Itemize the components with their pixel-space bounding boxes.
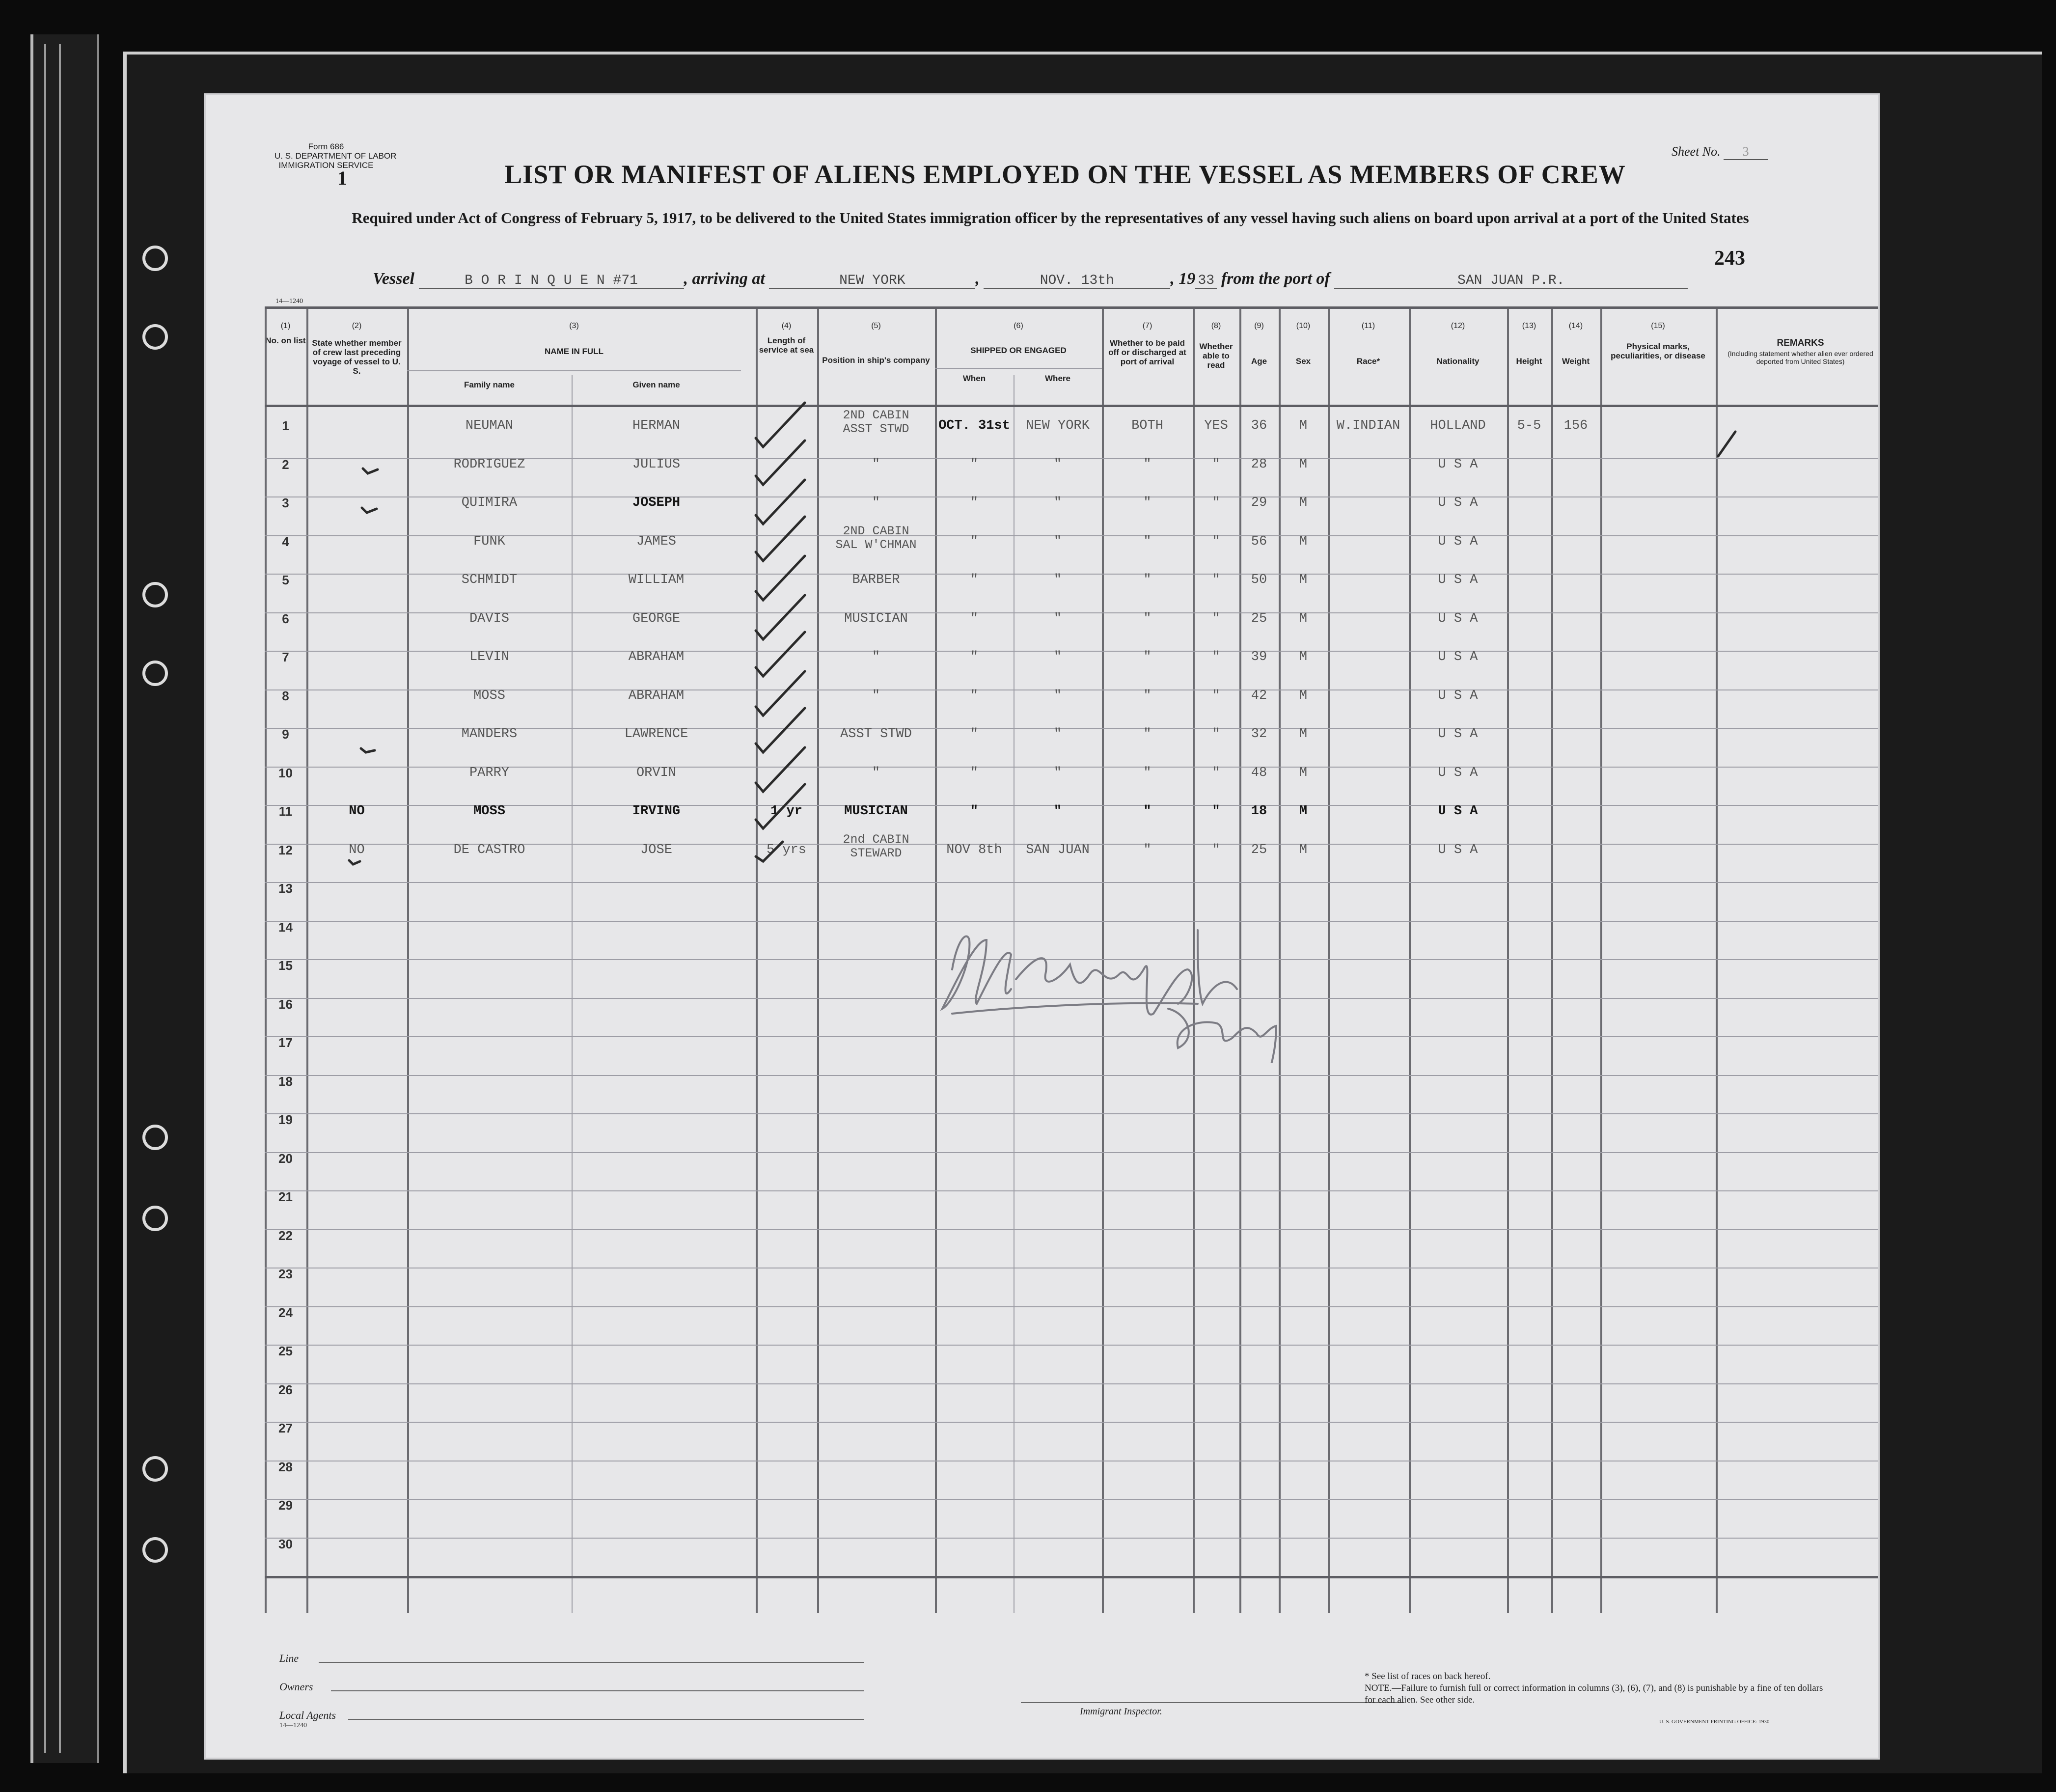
row-number: 17: [278, 1035, 293, 1050]
cell-nationality: U S A: [1438, 611, 1478, 626]
col-header-physical-marks: Physical marks, peculiarities, or disease: [1611, 342, 1705, 360]
cell-where: ": [1053, 496, 1062, 510]
col-num-10: (10): [1296, 322, 1311, 330]
row-rule: [265, 1306, 1880, 1307]
cell-age: 48: [1251, 765, 1267, 780]
cell-sex: M: [1299, 727, 1308, 742]
row-number: 12: [278, 842, 293, 857]
cell-family: SCHMIDT: [461, 573, 518, 587]
stamp-number: 243: [1714, 247, 1745, 270]
cell-position: 2nd CABIN STEWARD: [843, 832, 909, 860]
cell-when: ": [970, 573, 979, 587]
row-number: 26: [278, 1382, 293, 1397]
cell-family: DE CASTRO: [453, 842, 525, 857]
row-number: 11: [278, 804, 293, 819]
row-number: 27: [278, 1421, 293, 1435]
cell-read: ": [1212, 496, 1220, 510]
cell-when: ": [970, 765, 979, 780]
check-mark: [756, 403, 805, 447]
row-rule: [265, 1538, 1880, 1539]
sheet-number: [1672, 144, 1768, 160]
cell-position: 2ND CABIN ASST STWD: [843, 408, 909, 436]
arrival-date: NOV. 13th: [984, 273, 1170, 289]
col-header-length-service: Length of service at sea: [759, 336, 814, 355]
cell-sex: M: [1299, 611, 1308, 626]
row-number: 8: [282, 688, 289, 703]
form-number: Form 686: [308, 142, 344, 151]
cell-nationality: U S A: [1438, 842, 1478, 857]
cell-sex: M: [1299, 688, 1308, 703]
col-header-previous-voyage: State whether member of crew last preceding voyage of vessel to U. S.: [312, 338, 402, 376]
from-label: from the port of: [1221, 270, 1330, 288]
penalty-note: NOTE.—Failure to furnish full or correct information in columns (3), (6), (7), and (8) is punishable by a fine of ten dollars for each alien. See other side.: [1365, 1683, 1823, 1705]
cell-age: 56: [1251, 534, 1267, 549]
department: U. S. DEPARTMENT OF LABOR: [274, 151, 397, 161]
small-code: 14—1240: [275, 298, 303, 305]
cell-paid: BOTH: [1131, 418, 1163, 433]
cell-paid: ": [1143, 611, 1151, 626]
arriving-label: , arriving at: [684, 270, 765, 288]
cell-position: ": [872, 457, 880, 472]
cell-nationality: U S A: [1438, 496, 1478, 510]
col-num-8: (8): [1211, 322, 1221, 330]
agents-code: 14—1240: [279, 1722, 307, 1729]
cell-nationality: U S A: [1438, 688, 1478, 703]
cell-where: NEW YORK: [1026, 418, 1090, 433]
row-number: 3: [282, 496, 289, 510]
cell-when: ": [970, 496, 979, 510]
manifest-sheet: [204, 93, 1880, 1760]
row-rule: [265, 1190, 1880, 1191]
line-label: Line: [279, 1652, 299, 1664]
from-port: SAN JUAN P.R.: [1334, 273, 1688, 289]
sheet-value: 3: [1724, 144, 1768, 160]
cell-when: ": [970, 457, 979, 472]
arriving-port: NEW YORK: [769, 273, 975, 289]
cell-nationality: U S A: [1438, 804, 1478, 819]
cell-read: ": [1212, 534, 1220, 549]
row-number: 23: [278, 1267, 293, 1281]
cell-family: RODRIGUEZ: [453, 457, 525, 472]
row-rule: [265, 1113, 1880, 1114]
col-num-11: (11): [1361, 322, 1375, 330]
col-num-6: (6): [1014, 322, 1023, 330]
col-header-no: No. on list: [265, 336, 306, 345]
cell-nationality: U S A: [1438, 534, 1478, 549]
cell-family: MOSS: [473, 688, 505, 703]
punch-hole: [142, 661, 168, 686]
cell-read: ": [1212, 727, 1220, 742]
cell-paid: ": [1143, 534, 1151, 549]
cell-where: ": [1053, 804, 1062, 819]
cell-nationality: U S A: [1438, 457, 1478, 472]
row-number: 29: [278, 1498, 293, 1513]
row-rule: [265, 1499, 1880, 1500]
cell-sex: M: [1299, 804, 1308, 819]
cell-given: ABRAHAM: [628, 688, 685, 703]
page-subtitle: Required under Act of Congress of February 5, 1917, to be delivered to the United States immigration officer by the representatives of any vessel having such aliens on board upon arrival at a port of the United States: [352, 209, 1749, 226]
col-num-7: (7): [1142, 322, 1152, 330]
cell-age: 32: [1251, 727, 1267, 742]
year-suffix: 33: [1195, 273, 1217, 289]
form-info: [274, 142, 397, 170]
punch-hole: [142, 582, 168, 607]
sheet-label: Sheet No.: [1672, 144, 1721, 159]
cell-given: HERMAN: [632, 418, 681, 433]
col-header-shipped: SHIPPED OR ENGAGED: [970, 346, 1067, 355]
cell-sex: M: [1299, 534, 1308, 549]
cell-position: MUSICIAN: [844, 611, 908, 626]
cell-when: ": [970, 804, 979, 819]
service: IMMIGRATION SERVICE: [278, 161, 374, 170]
cell-given: IRVING: [632, 804, 681, 819]
cell-where: ": [1053, 765, 1062, 780]
col-header-race: Race*: [1356, 357, 1380, 366]
cell-where: ": [1053, 457, 1062, 472]
cell-when: NOV 8th: [946, 842, 1002, 857]
cell-read: YES: [1204, 418, 1228, 433]
col-num-12: (12): [1451, 322, 1465, 330]
cell-paid: ": [1143, 727, 1151, 742]
cell-when: ": [970, 727, 979, 742]
cell-given: LAWRENCE: [624, 727, 688, 742]
cell-paid: ": [1143, 804, 1151, 819]
cell-given: JAMES: [636, 534, 676, 549]
cell-prev: NO: [349, 804, 365, 819]
col-header-remarks: REMARKS: [1777, 338, 1824, 348]
cell-given: JOSEPH: [632, 496, 681, 510]
cell-age: 50: [1251, 573, 1267, 587]
cell-where: SAN JUAN: [1026, 842, 1090, 857]
cell-family: NEUMAN: [465, 418, 514, 433]
vessel-name: B O R I N Q U E N #71: [419, 273, 684, 289]
cell-sex: M: [1299, 496, 1308, 510]
cell-paid: ": [1143, 573, 1151, 587]
header-rule: [407, 370, 741, 371]
col-num-9: (9): [1254, 322, 1264, 330]
cell-paid: ": [1143, 688, 1151, 703]
cell-sex: M: [1299, 650, 1308, 664]
row-number: 13: [278, 881, 293, 896]
row-number: 6: [282, 611, 289, 626]
punch-hole: [142, 1456, 168, 1482]
cell-age: 28: [1251, 457, 1267, 472]
agents-rule: [348, 1719, 864, 1720]
cell-given: ORVIN: [636, 765, 676, 780]
inspector-label: Immigrant Inspector.: [1080, 1706, 1162, 1717]
printing-office: U. S. GOVERNMENT PRINTING OFFICE: 1930: [1659, 1719, 1770, 1725]
col-num-4: (4): [781, 322, 792, 330]
row-rule: [265, 1576, 1880, 1578]
cell-paid: ": [1143, 842, 1151, 857]
row-number: 25: [278, 1344, 293, 1358]
cell-age: 39: [1251, 650, 1267, 664]
cell-read: ": [1212, 804, 1220, 819]
cell-where: ": [1053, 611, 1062, 626]
vessel-line: Vessel B O R I N Q U E N #71 , arriving at NEW YORK , NOV. 13th , 19 33 from the port of SAN JUAN P.R.: [373, 270, 1688, 289]
row-rule: [265, 1383, 1880, 1384]
row-number: 1: [282, 418, 289, 433]
col-header-age: Age: [1251, 357, 1267, 366]
races-note: * See list of races on back hereof.: [1365, 1671, 1491, 1682]
cell-family: DAVIS: [469, 611, 509, 626]
col-num-15: (15): [1651, 322, 1665, 330]
cell-read: ": [1212, 650, 1220, 664]
row-number: 21: [278, 1189, 293, 1204]
cell-service: 5 yrs: [766, 842, 806, 857]
cell-age: 29: [1251, 496, 1267, 510]
cell-read: ": [1212, 611, 1220, 626]
cell-position: 2ND CABIN SAL W'CHMAN: [835, 524, 917, 552]
row-number: 18: [278, 1074, 293, 1089]
page-mark: 1: [337, 167, 347, 189]
year-prefix: 19: [1179, 270, 1196, 288]
cell-sex: M: [1299, 765, 1308, 780]
cell-family: QUIMIRA: [461, 496, 518, 510]
cell-position: ": [872, 688, 880, 703]
col-num-5: (5): [871, 322, 881, 330]
header-rule: [265, 306, 1880, 309]
punch-hole: [142, 246, 168, 271]
inspector-rule: [1021, 1702, 1404, 1703]
owners-rule: [331, 1690, 864, 1691]
column-rule: [572, 375, 573, 1613]
cell-where: ": [1053, 573, 1062, 587]
binder-rail: [59, 44, 61, 1753]
line-rule: [319, 1662, 864, 1663]
cell-service: 1 yr: [770, 804, 802, 819]
col-header-able-read: Whether able to read: [1199, 342, 1233, 370]
cell-given: ABRAHAM: [628, 650, 685, 664]
col-num-14: (14): [1568, 322, 1583, 330]
cell-read: ": [1212, 688, 1220, 703]
row-rule: [265, 1152, 1880, 1153]
col-header-name: NAME IN FULL: [545, 347, 603, 356]
binder-rail: [44, 44, 46, 1753]
cell-where: ": [1053, 688, 1062, 703]
cell-given: JOSE: [640, 842, 672, 857]
cell-family: MOSS: [473, 804, 505, 819]
cell-when: ": [970, 650, 979, 664]
agents-label: Local Agents: [279, 1709, 336, 1721]
cell-given: GEORGE: [632, 611, 681, 626]
cell-read: ": [1212, 765, 1220, 780]
cell-height: 5-5: [1517, 418, 1541, 433]
cell-age: 36: [1251, 418, 1267, 433]
cell-position: MUSICIAN: [844, 804, 908, 819]
inspector-signature: [923, 910, 1463, 1063]
col-header-paid-off: Whether to be paid off or discharged at port of arrival: [1108, 338, 1186, 366]
cell-when: OCT. 31st: [938, 418, 1010, 433]
row-number: 15: [278, 958, 293, 973]
cell-sex: M: [1299, 842, 1308, 857]
row-number: 19: [278, 1112, 293, 1127]
row-number: 22: [278, 1228, 293, 1243]
cell-sex: M: [1299, 418, 1308, 433]
col-num-2: (2): [352, 322, 362, 330]
cell-nationality: U S A: [1438, 727, 1478, 742]
row-rule: [265, 1075, 1880, 1076]
col-num-1: (1): [280, 322, 291, 330]
cell-nationality: U S A: [1438, 573, 1478, 587]
cell-given: JULIUS: [632, 457, 681, 472]
cell-given: WILLIAM: [628, 573, 685, 587]
col-num-3: (3): [569, 322, 579, 330]
cell-position: ASST STWD: [840, 727, 912, 742]
row-number: 14: [278, 919, 293, 935]
row-number: 9: [282, 727, 289, 742]
row-number: 5: [282, 573, 289, 587]
col-header-remarks-note: (Including statement whether alien ever ordered deported from United States): [1727, 350, 1873, 365]
cell-when: ": [970, 534, 979, 549]
cell-position: ": [872, 496, 880, 510]
punch-hole: [142, 324, 168, 350]
col-header-given-name: Given name: [632, 380, 680, 389]
row-number: 30: [278, 1536, 293, 1551]
row-number: 10: [278, 765, 293, 780]
cell-age: 18: [1251, 804, 1267, 819]
row-number: 28: [278, 1459, 293, 1474]
row-rule: [265, 1229, 1880, 1230]
cell-where: ": [1053, 534, 1062, 549]
cell-read: ": [1212, 842, 1220, 857]
punch-hole: [142, 1125, 168, 1150]
cell-where: ": [1053, 650, 1062, 664]
cell-nationality: HOLLAND: [1430, 418, 1486, 433]
col-header-position: Position in ship's company: [822, 356, 930, 365]
cell-read: ": [1212, 457, 1220, 472]
cell-position: ": [872, 650, 880, 664]
row-rule: [265, 1345, 1880, 1346]
cell-position: BARBER: [852, 573, 900, 587]
cell-age: 25: [1251, 611, 1267, 626]
cell-race: W.INDIAN: [1336, 418, 1400, 433]
binder-edge: [30, 34, 99, 1763]
col-header-height: Height: [1516, 357, 1542, 366]
punch-hole: [142, 1537, 168, 1563]
cell-family: MANDERS: [461, 727, 518, 742]
cell-family: PARRY: [469, 765, 509, 780]
cell-prev: NO: [349, 842, 365, 857]
col-header-sex: Sex: [1295, 357, 1311, 366]
cell-paid: ": [1143, 496, 1151, 510]
col-num-13: (13): [1522, 322, 1536, 330]
cell-paid: ": [1143, 765, 1151, 780]
cell-family: LEVIN: [469, 650, 509, 664]
cell-age: 42: [1251, 688, 1267, 703]
row-rule: [265, 1422, 1880, 1423]
cell-when: ": [970, 688, 979, 703]
owners-label: Owners: [279, 1681, 313, 1693]
cell-nationality: U S A: [1438, 650, 1478, 664]
vessel-label: Vessel: [373, 270, 414, 288]
cell-family: FUNK: [473, 534, 505, 549]
page-title: LIST OR MANIFEST OF ALIENS EMPLOYED ON THE VESSEL AS MEMBERS OF CREW: [504, 160, 1626, 189]
cell-age: 25: [1251, 842, 1267, 857]
cell-nationality: U S A: [1438, 765, 1478, 780]
col-header-family-name: Family name: [464, 380, 515, 389]
cell-sex: M: [1299, 457, 1308, 472]
col-header-where: Where: [1045, 374, 1070, 383]
row-number: 7: [282, 650, 289, 664]
row-number: 2: [282, 457, 289, 472]
punch-hole: [142, 1206, 168, 1231]
cell-paid: ": [1143, 650, 1151, 664]
row-number: 4: [282, 534, 289, 549]
cell-paid: ": [1143, 457, 1151, 472]
header-rule: [265, 405, 1880, 407]
cell-when: ": [970, 611, 979, 626]
cell-weight: 156: [1563, 418, 1588, 433]
cell-position: ": [872, 765, 880, 780]
header-rule: [935, 368, 1102, 369]
cell-sex: M: [1299, 573, 1308, 587]
col-header-nationality: Nationality: [1436, 357, 1480, 366]
col-header-when: When: [962, 374, 986, 383]
col-header-weight: Weight: [1562, 357, 1590, 366]
row-number: 16: [278, 996, 293, 1012]
row-number: 20: [278, 1151, 293, 1166]
cell-read: ": [1212, 573, 1220, 587]
row-rule: [265, 882, 1880, 883]
cell-where: ": [1053, 727, 1062, 742]
row-number: 24: [278, 1305, 293, 1320]
